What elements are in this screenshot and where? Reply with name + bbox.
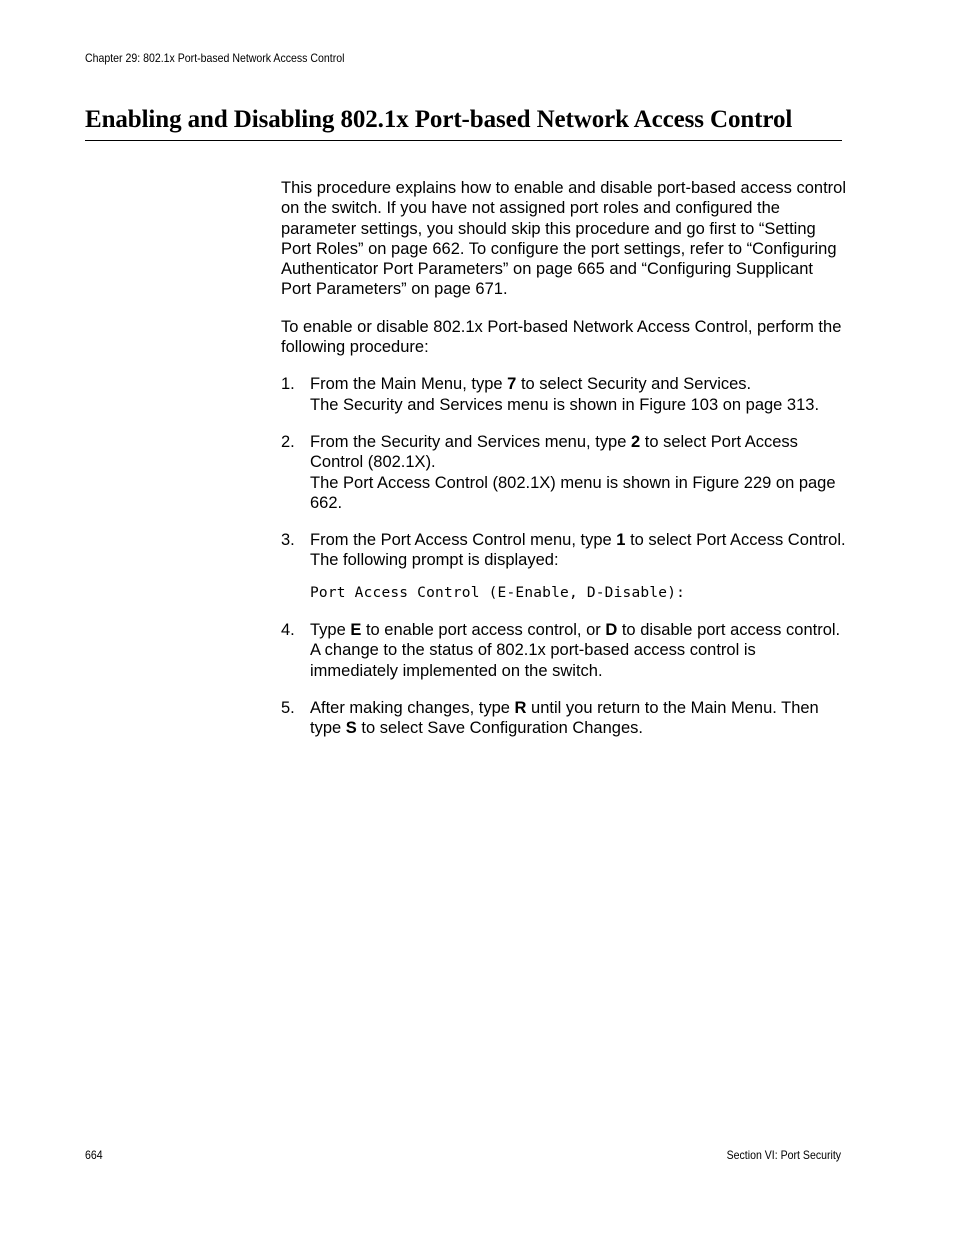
step-key: 7 [507, 375, 517, 394]
step-5 [281, 698, 846, 739]
page-title: Enabling and Disabling 802.1x Port-based Network Access Control [85, 106, 793, 133]
page-number: 664 [85, 1148, 103, 1162]
step-number: 2. [281, 432, 295, 451]
step-4 [281, 620, 846, 681]
step-note: The Port Access Control (802.1X) menu is shown in Figure 229 on page 662. [310, 473, 836, 512]
step-2 [281, 432, 846, 513]
step-number: 5. [281, 698, 295, 717]
step-text: to select Port Access Control (802.1X). [310, 432, 798, 472]
step-key: 2 [630, 432, 641, 451]
step-text: From the Port Access Control menu, type [310, 531, 617, 550]
console-prompt: Port Access Control (E-Enable, D-Disable): [310, 584, 686, 601]
step-key: R [514, 698, 527, 717]
step-text: From the Main Menu, type [310, 375, 508, 394]
step-text: to select Security and Services. [516, 375, 752, 394]
step-note: A change to the status of 802.1x port-based access control is immediately implemented on the switch. [310, 641, 756, 680]
step-instruction [310, 432, 846, 473]
step-instruction [310, 530, 846, 550]
step-key: D [605, 621, 618, 640]
step-text: Type [310, 621, 351, 640]
step-text: to disable port access control. [617, 621, 841, 640]
intro-paragraph: This procedure explains how to enable and disable port-based access control on the switch. If you have not assigned port roles and configured the parameter settings, you should skip this procedure and go first to “Setting Port Roles” on page 662. To configure the port settings, refer to “Configuring Authenticator Port Parameters” on page 665 and “Configuring Supplicant Port Parameters” on page 671. [281, 179, 847, 299]
title-rule [85, 140, 842, 141]
step-number: 4. [281, 621, 295, 640]
step-text: until you return to the Main Menu. Then type [310, 698, 819, 738]
procedure-lead-paragraph: To enable or disable 802.1x Port-based Network Access Control, perform the following procedure: [281, 317, 842, 357]
step-3 [281, 530, 846, 603]
step-text: From the Security and Services menu, type [310, 432, 631, 451]
procedure-steps [281, 374, 846, 738]
step-key: S [345, 719, 357, 738]
step-text: to select Save Configuration Changes. [356, 719, 643, 738]
step-number: 3. [281, 531, 295, 550]
step-note: The following prompt is displayed: [310, 551, 559, 570]
step-1 [281, 374, 846, 415]
body-content [281, 178, 846, 756]
step-instruction [310, 620, 846, 640]
step-instruction [310, 698, 846, 739]
step-note: The Security and Services menu is shown in Figure 103 on page 313. [310, 395, 820, 414]
step-text: After making changes, type [310, 698, 515, 717]
step-text: to enable port access control, or [361, 621, 606, 640]
step-number: 1. [281, 375, 295, 394]
step-key: 1 [616, 531, 626, 550]
step-text: to select Port Access Control. [625, 531, 846, 550]
section-footer: Section VI: Port Security [726, 1148, 841, 1162]
running-header: Chapter 29: 802.1x Port-based Network Access Control [85, 51, 345, 65]
step-key: E [350, 621, 362, 640]
step-instruction [310, 374, 846, 394]
